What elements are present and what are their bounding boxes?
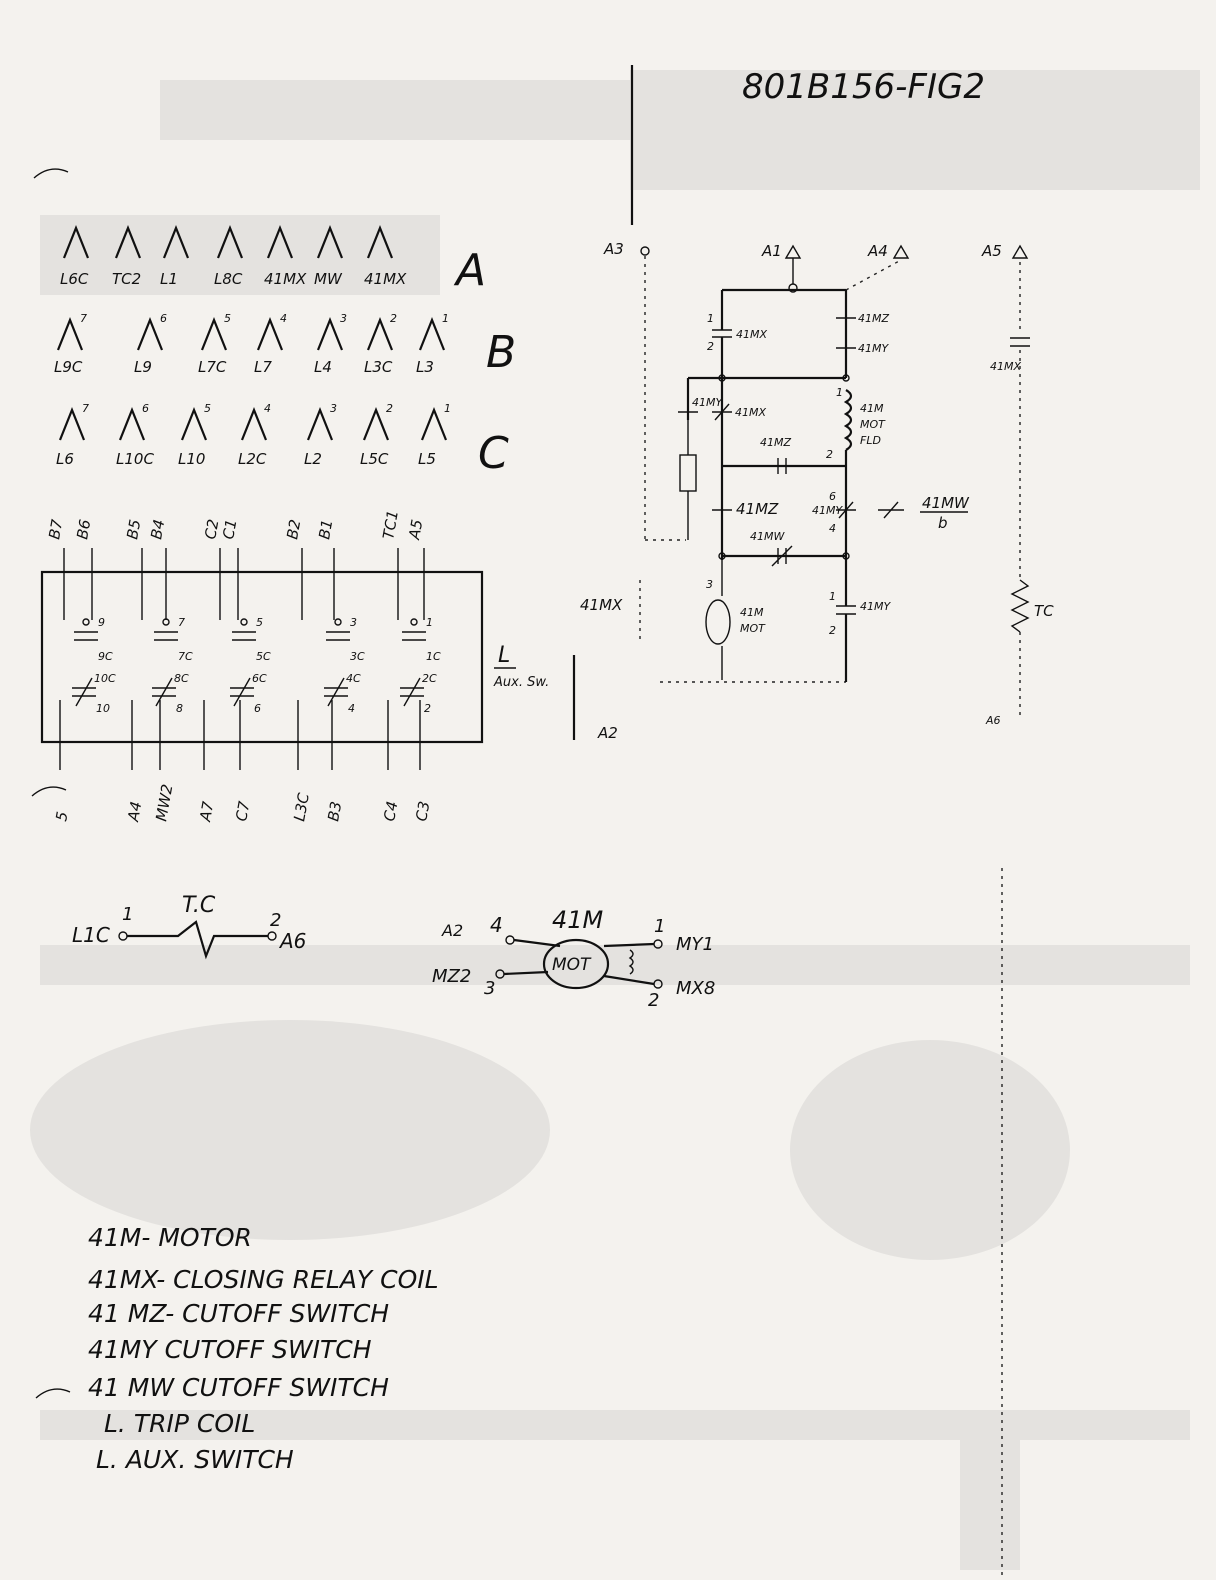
field-num-2: 2 [826,448,833,461]
aux-nc-contact-num-b-3: 4 [348,702,355,715]
trip-coil-left-node [119,932,127,940]
aux-top-wire-label-5: C1 [219,517,241,541]
aux-no-contact-num-a-3: 3 [350,616,357,629]
field-label-fld: FLD [860,434,881,447]
motor-my8: MX8 [676,978,716,999]
aux-nc-contact-num-b-4: 2 [424,702,431,715]
terminal-a5-label: A5 [982,242,1002,260]
aux-no-contact-num-a-2: 5 [256,616,263,629]
terminal-a2-label: A2 [598,724,618,742]
row-c-terminal-num-2: 5 [204,402,211,415]
row-b-terminal-num-2: 5 [224,312,231,325]
legend-item-2: 41 MZ- CUTOFF SWITCH [88,1299,390,1328]
row-c-terminal-symbol-5 [364,410,388,440]
row-c-terminal-symbol-1 [120,410,144,440]
row-c-terminal-num-4: 3 [330,402,337,415]
motor-num-1: 1 [654,916,666,937]
contact-num-6: 6 [829,490,836,503]
row-c-terminal-symbol-0 [60,410,84,440]
row-c-terminal-num-0: 7 [82,402,89,415]
row-a-terminal-label-6: 41MX [364,270,407,288]
my-top-label: 41MY [858,342,889,355]
row-b-terminal-label-5: L3C [364,358,393,376]
aux-nc-contact-num-a-1: 8C [174,672,189,685]
terminal-a3-label: A3 [604,240,624,258]
trip-coil-right-num: 2 [270,910,282,931]
motor-mz2: MZ2 [432,966,472,987]
aux-nc-contact-num-a-3: 4C [346,672,361,685]
row-b-terminal-symbol-5 [368,320,392,350]
aux-bottom-wire-label-0: 5 [52,810,72,823]
row-c-terminal-symbol-3 [242,410,266,440]
aux-nc-contact-num-a-2: 6C [252,672,267,685]
mx-coil-left-label: 41MX [735,406,767,419]
aux-no-contact-num-a-1: 7 [178,616,185,629]
mw-side-label: 41MW [922,494,969,512]
aux-switch-block [42,509,549,824]
mw-side-num: b [938,514,948,532]
row-c-terminal-label-0: L6 [56,450,74,468]
row-b-terminal-label-2: L7C [198,358,227,376]
motor-label: 41M [552,906,604,934]
row-c-terminal-label-4: L2 [304,450,322,468]
terminal-a3 [641,247,649,255]
aux-nc-contact-num-a-0: 10C [94,672,116,685]
row-b-terminal-symbol-1 [138,320,162,350]
schematic-motor [706,600,730,644]
resistor [680,455,696,491]
mx-contact-num-2: 2 [707,340,714,353]
mw-label: 41MW [750,530,785,543]
aux-nc-contact-slash-3 [328,678,344,706]
row-c-terminal-label-5: L5C [360,450,389,468]
aux-top-wire-label-4: C2 [201,517,223,541]
aux-switch-sublabel: Aux. Sw. [494,675,550,690]
legend-item-0: 41M- MOTOR [88,1223,252,1252]
row-c-terminal-num-5: 2 [386,402,393,415]
trip-coil-left-terminal: L1C [72,923,110,947]
mz-left-label: 41MZ [736,500,779,518]
motor-num-3: 3 [484,978,496,999]
trip-coil-right-terminal: A6 [280,929,307,953]
row-c-terminal-label-3: L2C [238,450,267,468]
mx-right-label: 41MX [990,360,1022,373]
tc-label: TC [1034,602,1054,620]
figure-title: 801B156-FIG2 [742,67,985,107]
row-letter-b: B [486,327,517,378]
mx-contact-label: 41MX [736,328,768,341]
scan-marks [32,169,1002,1575]
row-b-terminal-label-4: L4 [314,358,332,376]
row-a-terminal-label-0: L6C [60,270,89,288]
aux-top-wire-label-6: B2 [283,518,305,541]
row-b-terminal-label-6: L3 [416,358,434,376]
row-b-terminal-num-3: 4 [280,312,287,325]
row-a-terminal-label-4: 41MX [264,270,307,288]
row-b-terminal-num-1: 6 [160,312,167,325]
aux-bottom-wire-label-8: C3 [412,799,434,823]
row-b-terminal-num-5: 2 [390,312,397,325]
mz-top-label: 41MZ [858,312,890,325]
motor-num-4: 4 [490,913,503,937]
aux-bottom-wire-label-5: L3C [290,791,313,823]
aux-bottom-wire-label-2: MW2 [152,782,177,823]
terminal-a4-arrow [894,246,908,258]
schematic-motor-num-3: 3 [706,578,713,591]
aux-no-contact-num-b-4: 1C [426,650,441,663]
legend-item-3: 41MY CUTOFF SWITCH [88,1335,372,1364]
aux-nc-contact-num-a-4: 2C [422,672,437,685]
row-b-terminal-symbol-4 [318,320,342,350]
terminal-a1-label: A1 [762,242,782,260]
a4-lead [846,260,901,290]
aux-bottom-wire-label-6: B3 [324,800,346,823]
aux-nc-contact-num-b-0: 10 [96,702,110,715]
legend-item-6: L. AUX. SWITCH [96,1445,294,1474]
aux-no-contact-num-b-0: 9C [98,650,113,663]
aux-no-contact-num-a-0: 9 [98,616,105,629]
punch-hole-mark-mid [32,787,66,796]
my-bottom-label: 41MY [860,600,891,613]
punch-hole-mark-bottom [36,1389,70,1398]
row-letter-c: C [478,428,509,479]
aux-nc-contact-num-b-1: 8 [176,702,183,715]
tc-coil [1012,580,1028,632]
row-b-terminal-symbol-0 [58,320,82,350]
row-a-terminal-label-2: L1 [160,270,178,288]
control-schematic [574,240,1054,742]
trip-coil-label: T.C [182,893,216,918]
terminal-a5-arrow [1013,246,1027,258]
aux-nc-contact-slash-2 [234,678,250,706]
aux-no-contact-num-b-1: 7C [178,650,193,663]
row-c-terminal-symbol-4 [308,410,332,440]
aux-bottom-wire-label-7: C4 [380,799,402,823]
aux-no-contact-node-4 [411,619,417,625]
contact-num-4: 4 [829,522,836,535]
aux-nc-contact-slash-0 [76,678,92,706]
motor-inner-label: MOT [552,955,591,975]
field-coil [846,390,851,450]
legend-item-4: 41 MW CUTOFF SWITCH [88,1373,389,1402]
my-left-label: 41MY [692,396,723,409]
aux-no-contact-node-2 [241,619,247,625]
row-a-terminal-label-5: MW [314,270,342,288]
my-bottom-num-2: 2 [829,624,836,637]
trip-coil-right-node [268,932,276,940]
aux-nc-contact-num-b-2: 6 [254,702,261,715]
aux-top-wire-label-2: B5 [123,518,145,541]
aux-switch-label: L [498,643,511,668]
aux-top-wire-label-3: B4 [147,518,169,541]
row-c-terminal-num-6: 1 [444,402,451,415]
row-a-terminal-label-1: TC2 [112,270,142,288]
aux-no-contact-num-b-3: 3C [350,650,365,663]
aux-nc-contact-slash-1 [156,678,172,706]
row-c-terminal-symbol-2 [182,410,206,440]
row-a-terminal-label-3: L8C [214,270,243,288]
row-b-terminal-num-0: 7 [80,312,87,325]
aux-nc-contact-slash-4 [404,678,420,706]
terminal-a1-arrow [786,246,800,258]
row-b-terminal-num-4: 3 [340,312,347,325]
terminal-a6-label: A6 [986,714,1001,727]
aux-bottom-wire-label-1: A4 [124,800,146,823]
punch-hole-mark-top [34,169,68,178]
motor-my1: MY1 [676,934,714,955]
motor-terminal-4 [506,936,514,944]
aux-bottom-wire-label-4: C7 [232,799,254,823]
field-num-1: 1 [836,386,843,399]
legend-item-1: 41MX- CLOSING RELAY COIL [88,1265,439,1294]
schematic-motor-label: 41M [740,606,764,619]
aux-top-wire-label-0: B7 [45,518,67,541]
field-label-41m: 41M [860,402,884,415]
mx-contact-num-1: 1 [707,312,714,325]
aux-top-wire-label-8: TC1 [379,508,403,541]
motor-num-2: 2 [648,990,660,1011]
row-b-terminal-label-0: L9C [54,358,83,376]
aux-no-contact-num-a-4: 1 [426,616,433,629]
row-letter-a: A [456,245,487,296]
aux-no-contact-node-3 [335,619,341,625]
row-b-terminal-label-3: L7 [254,358,272,376]
left-41mx-label: 41MX [580,596,623,614]
motor-a2: A2 [442,921,464,940]
row-b-terminal-label-1: L9 [134,358,152,376]
my-right-label: 41MY [812,504,843,517]
aux-top-wire-label-9: A5 [405,518,427,541]
aux-bottom-wire-label-3: A7 [196,800,218,823]
row-c-terminal-num-1: 6 [142,402,149,415]
row-b-terminal-symbol-3 [258,320,282,350]
row-b-terminal-symbol-6 [420,320,444,350]
aux-no-contact-node-0 [83,619,89,625]
aux-top-wire-label-7: B1 [315,518,337,541]
terminal-a4-label: A4 [868,242,888,260]
row-c-terminal-symbol-6 [422,410,446,440]
schematic-motor-inner: MOT [740,622,765,635]
row-c-terminal-label-1: L10C [116,450,154,468]
row-c-terminal-num-3: 4 [264,402,271,415]
legend-item-5: L. TRIP COIL [104,1409,256,1438]
row-c-terminal-label-2: L10 [178,450,206,468]
row-b-terminal-symbol-2 [202,320,226,350]
mz-mid-label: 41MZ [760,436,792,449]
row-b-terminal-num-6: 1 [442,312,449,325]
field-label-mot: MOT [860,418,885,431]
trip-coil-left-num: 1 [122,904,134,925]
aux-top-wire-label-1: B6 [73,518,95,541]
my-bottom-num-1: 1 [829,590,836,603]
row-c-terminal-label-6: L5 [418,450,436,468]
aux-no-contact-num-b-2: 5C [256,650,271,663]
